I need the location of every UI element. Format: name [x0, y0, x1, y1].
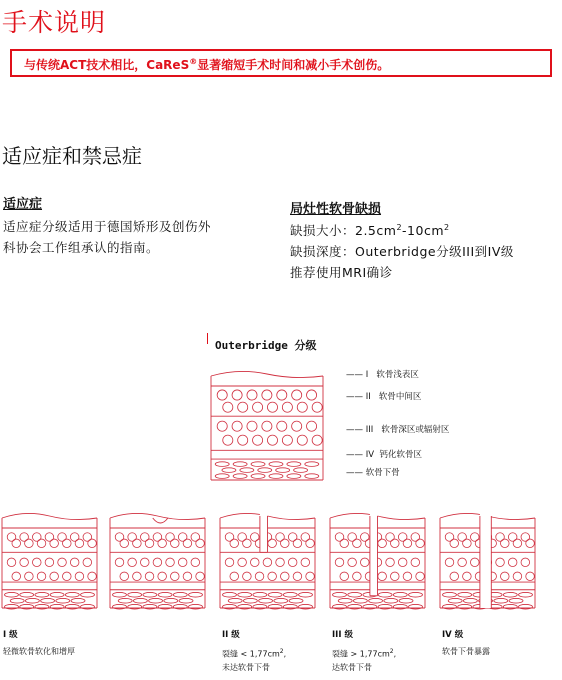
chondrocyte [120, 539, 129, 548]
chondrocyte [276, 533, 285, 542]
chondrocyte [267, 402, 277, 412]
chondrocyte [508, 558, 517, 567]
surface-line [110, 513, 205, 519]
chondrocyte [416, 539, 425, 548]
chondrocyte [458, 533, 467, 542]
chondrocyte [378, 539, 387, 548]
bone-cell [348, 592, 362, 597]
bone-cell [276, 468, 290, 473]
chondrocyte [171, 539, 180, 548]
chondrocyte [191, 533, 200, 542]
bone-cell [228, 598, 242, 603]
chondrocyte [70, 533, 79, 542]
bone-cell [20, 592, 34, 597]
chondrocyte [403, 539, 412, 548]
chondrocyte [297, 435, 307, 445]
bone-cell [25, 598, 39, 603]
chondrocyte [312, 435, 322, 445]
chondrocyte [307, 421, 317, 431]
bone-cell [274, 598, 288, 603]
chondrocyte [183, 539, 192, 548]
chondrocyte [32, 533, 41, 542]
chondrocyte [348, 533, 357, 542]
bone-cell [238, 592, 252, 597]
cartilage-block [220, 512, 315, 609]
grade-desc: 软骨下骨暴露 [442, 647, 490, 656]
chondrocyte [353, 539, 362, 548]
chondrocyte [232, 390, 242, 400]
bone-cell [409, 592, 423, 597]
chondrocyte [307, 390, 317, 400]
chondrocyte [292, 390, 302, 400]
chondrocyte [7, 533, 16, 542]
chondrocyte [398, 558, 407, 567]
chondrocyte [293, 539, 302, 548]
chondrocyte [50, 572, 59, 581]
bone-cell [384, 598, 398, 603]
cartilage-block [110, 513, 205, 609]
chondrocyte [196, 572, 205, 581]
chondrocyte [360, 533, 369, 542]
chondrocyte [386, 558, 395, 567]
chondrocyte [391, 572, 400, 581]
grade-desc: 轻微软骨软化和增厚 [3, 647, 75, 656]
page-title: 手术说明 [2, 8, 107, 37]
chondrocyte [58, 558, 67, 567]
bone-cell [10, 598, 24, 603]
bone-cell [463, 598, 477, 603]
chondrocyte [277, 421, 287, 431]
diagram-title: Outerbridge 分级 [215, 339, 317, 352]
chondrocyte [225, 558, 234, 567]
indications-line: 科协会工作组承认的指南。 [3, 240, 160, 255]
cartilage-block [330, 512, 425, 609]
bone-cell [338, 598, 352, 603]
bone-cell [233, 462, 247, 467]
grade-label: II 级 [222, 630, 240, 640]
chondrocyte [445, 533, 454, 542]
chondrocyte [83, 533, 92, 542]
bone-cell [287, 474, 301, 479]
chondrocyte [281, 572, 290, 581]
bone-cell [5, 592, 19, 597]
chondrocyte [230, 572, 239, 581]
bone-cell [215, 462, 229, 467]
bone-cell [509, 598, 523, 603]
chondrocyte [37, 539, 46, 548]
chondrocyte [255, 572, 264, 581]
chondrocyte [496, 558, 505, 567]
chondrocyte [398, 533, 407, 542]
chondrocyte [88, 572, 97, 581]
bone-cell [294, 468, 308, 473]
bone-cell [71, 598, 85, 603]
chondrocyte [288, 533, 297, 542]
bone-cell [149, 598, 163, 603]
chondrocyte [153, 558, 162, 567]
chondrocyte [301, 558, 310, 567]
bone-cell [173, 592, 187, 597]
chondrocyte [353, 572, 362, 581]
chondrocyte [230, 539, 239, 548]
chondrocyte [306, 539, 315, 548]
bone-cell [158, 592, 172, 597]
chondrocyte [63, 539, 72, 548]
bone-cell [35, 592, 49, 597]
chondrocyte [262, 390, 272, 400]
chondrocyte [391, 539, 400, 548]
chondrocyte [133, 539, 142, 548]
bone-cell [81, 592, 95, 597]
chondrocyte [158, 572, 167, 581]
bone-cell [448, 598, 462, 603]
chondrocyte [238, 435, 248, 445]
defect-size: 缺损大小：$2.5cm^2-10cm^2$ [290, 223, 450, 239]
chondrocyte [88, 539, 97, 548]
bone-cell [458, 592, 472, 597]
chondrocyte [253, 402, 263, 412]
chondrocyte [50, 539, 59, 548]
indications-heading: 适应症 [3, 197, 43, 212]
chondrocyte [301, 533, 310, 542]
bone-cell [251, 474, 265, 479]
chondrocyte [450, 539, 459, 548]
chondrocyte [12, 539, 21, 548]
chondrocyte [70, 558, 79, 567]
bone-cell [56, 598, 70, 603]
chondrocyte [360, 558, 369, 567]
chondrocyte [196, 539, 205, 548]
softening-dip [153, 518, 168, 523]
chondrocyte [521, 533, 530, 542]
chondrocyte [513, 539, 522, 548]
chondrocyte [501, 572, 510, 581]
bone-cell [369, 598, 383, 603]
chondrocyte [253, 435, 263, 445]
grade-desc: 裂缝 < $1,77cm^2$, [222, 648, 287, 659]
chondrocyte [262, 421, 272, 431]
chondrocyte [238, 533, 247, 542]
chondrocyte [470, 558, 479, 567]
chondrocyte [288, 558, 297, 567]
chondrocyte [378, 572, 387, 581]
chondrocyte [243, 539, 252, 548]
chondrocyte [277, 390, 287, 400]
chondrocyte [145, 572, 154, 581]
chondrocyte [513, 572, 522, 581]
chondrocyte [335, 558, 344, 567]
bone-cell [189, 592, 203, 597]
chondrocyte [7, 558, 16, 567]
chondrocyte [145, 539, 154, 548]
fissure-gap [480, 512, 491, 608]
chondrocyte [20, 558, 29, 567]
chondrocyte [386, 533, 395, 542]
chondrocyte [293, 572, 302, 581]
chondrocyte [128, 558, 137, 567]
bone-cell [233, 474, 247, 479]
chondrocyte [166, 533, 175, 542]
chondrocyte [12, 572, 21, 581]
legend-item: —— III 软骨深区或辐射区 [346, 425, 450, 435]
chondrocyte [238, 402, 248, 412]
legend-item: —— 软骨下骨 [346, 468, 400, 478]
chondrocyte [238, 558, 247, 567]
grade-desc: 裂缝 > $1,77cm^2$, [332, 648, 397, 659]
chondrocyte [217, 421, 227, 431]
bone-cell [443, 592, 457, 597]
chondrocyte [411, 533, 420, 542]
bone-cell [259, 598, 273, 603]
chondrocyte [171, 572, 180, 581]
bone-cell [215, 474, 229, 479]
chondrocyte [58, 533, 67, 542]
bone-cell [243, 598, 257, 603]
chondrocyte [292, 421, 302, 431]
cartilage-block [211, 371, 323, 480]
chondrocyte [340, 572, 349, 581]
grade-desc: 达软骨下骨 [332, 663, 372, 672]
chondrocyte [340, 539, 349, 548]
legend-item: —— II 软骨中间区 [346, 392, 422, 402]
chondrocyte [267, 435, 277, 445]
bone-cell [305, 462, 319, 467]
chondrocyte [463, 539, 472, 548]
chondrocyte [37, 572, 46, 581]
chondrocyte [223, 435, 233, 445]
chondrocyte [268, 572, 277, 581]
chondrocyte [247, 390, 257, 400]
grade-label: I 级 [3, 630, 18, 640]
chondrocyte [263, 558, 272, 567]
chondrocyte [521, 558, 530, 567]
chondrocyte [20, 533, 29, 542]
chondrocyte [63, 572, 72, 581]
chondrocyte [32, 558, 41, 567]
chondrocyte [247, 421, 257, 431]
chondrocyte [158, 539, 167, 548]
chondrocyte [128, 533, 137, 542]
chondrocyte [403, 572, 412, 581]
grade-label: III 级 [332, 630, 353, 640]
chondrocyte [445, 558, 454, 567]
bone-cell [253, 592, 267, 597]
chondrocyte [153, 533, 162, 542]
bone-cell [299, 592, 313, 597]
chondrocyte [178, 558, 187, 567]
chondrocyte [140, 533, 149, 542]
bone-cell [143, 592, 157, 597]
bone-cell [240, 468, 254, 473]
chondrocyte [183, 572, 192, 581]
chondrocyte [250, 558, 259, 567]
bone-cell [269, 474, 283, 479]
chondrocyte [282, 435, 292, 445]
bone-cell [41, 598, 55, 603]
chondrocyte [225, 533, 234, 542]
cartilage-block [440, 512, 535, 609]
chondrocyte [470, 533, 479, 542]
bone-cell [118, 598, 132, 603]
bone-cell [494, 598, 508, 603]
chondrocyte [348, 558, 357, 567]
bone-cell [287, 462, 301, 467]
bone-cell [65, 592, 79, 597]
chondrocyte [276, 558, 285, 567]
chondrocyte [496, 533, 505, 542]
bone-cell [222, 468, 236, 473]
bone-cell [353, 598, 367, 603]
chondrocyte [463, 572, 472, 581]
chondrocyte [140, 558, 149, 567]
chondrocyte [501, 539, 510, 548]
chondrocyte [297, 402, 307, 412]
bone-cell [289, 598, 303, 603]
bone-cell [128, 592, 142, 597]
chondrocyte [166, 558, 175, 567]
bone-cell [519, 592, 533, 597]
bone-cell [50, 592, 64, 597]
chondrocyte [178, 533, 187, 542]
chondrocyte [133, 572, 142, 581]
bone-cell [399, 598, 413, 603]
bone-cell [251, 462, 265, 467]
chondrocyte [232, 421, 242, 431]
bone-cell [503, 592, 517, 597]
bone-cell [113, 592, 127, 597]
chondrocyte [120, 572, 129, 581]
legend-item: —— I 软骨浅表区 [346, 370, 419, 380]
chondrocyte [75, 572, 84, 581]
legend-item: —— IV 钙化软骨区 [346, 450, 422, 460]
chondrocyte [45, 533, 54, 542]
cartilage-block [2, 513, 97, 609]
chondrocyte [25, 572, 34, 581]
section-title: 适应症和禁忌症 [2, 144, 142, 168]
chondrocyte [312, 402, 322, 412]
chondrocyte [191, 558, 200, 567]
chondrocyte [411, 558, 420, 567]
chondrocyte [450, 572, 459, 581]
fissure-gap [260, 512, 268, 552]
bone-cell [333, 592, 347, 597]
chondrocyte [25, 539, 34, 548]
bone-cell [393, 592, 407, 597]
chondrocyte [416, 572, 425, 581]
defect-depth: 缺损深度：Outerbridge分级III到IV级 [290, 244, 514, 260]
fissure-gap [370, 512, 378, 596]
chondrocyte [243, 572, 252, 581]
chondrocyte [335, 533, 344, 542]
chondrocyte [508, 533, 517, 542]
chondrocyte [526, 539, 535, 548]
chondrocyte [250, 533, 259, 542]
chondrocyte [268, 539, 277, 548]
chondrocyte [217, 390, 227, 400]
bone-cell [179, 598, 193, 603]
chondrocyte [223, 402, 233, 412]
chondrocyte [281, 539, 290, 548]
chondrocyte [306, 572, 315, 581]
bone-cell [133, 598, 147, 603]
chondrocyte [115, 533, 124, 542]
indications-line: 适应症分级适用于德国矫形及创伤外 [3, 219, 212, 234]
bone-cell [305, 474, 319, 479]
chondrocyte [45, 558, 54, 567]
bone-cell [269, 462, 283, 467]
defect-recommend: 推荐使用MRI确诊 [290, 265, 393, 281]
bone-cell [223, 592, 237, 597]
bone-cell [283, 592, 297, 597]
grade-desc: 未达软骨下骨 [222, 663, 270, 672]
bone-cell [268, 592, 282, 597]
surface-line [2, 513, 97, 519]
bone-cell [378, 592, 392, 597]
callout-text: 与传统ACT技术相比，CaReS®显著缩短手术时间和减小手术创伤。 [24, 57, 390, 72]
surface-line [211, 371, 323, 377]
chondrocyte [526, 572, 535, 581]
bone-cell [164, 598, 178, 603]
bone-cell [258, 468, 272, 473]
chondrocyte [75, 539, 84, 548]
chondrocyte [458, 558, 467, 567]
chondrocyte [115, 558, 124, 567]
grade-label: IV 级 [442, 630, 464, 640]
chondrocyte [282, 402, 292, 412]
defects-heading: 局灶性软骨缺损 [290, 202, 382, 217]
chondrocyte [83, 558, 92, 567]
